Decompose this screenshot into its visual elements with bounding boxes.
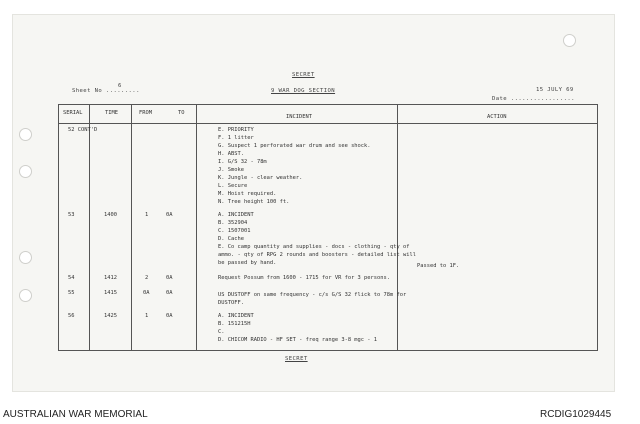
incident-line: B. 352904 xyxy=(218,220,248,226)
date-label: Date ................. xyxy=(492,96,575,102)
row-54-time: 1412 xyxy=(104,275,117,281)
incident-line: H. ABST. xyxy=(218,151,244,157)
table-top-rule xyxy=(58,104,598,105)
table-col-divider xyxy=(397,104,398,350)
row-53-from: 1 xyxy=(145,212,149,218)
table-col-divider xyxy=(89,104,90,350)
incident-line: K. Jungle - clear weather. xyxy=(218,175,303,181)
table-col-divider xyxy=(597,104,598,350)
incident-line: D. CHICOM RADIO - HF SET - freq range 3-8 mgc - 1 xyxy=(218,337,378,343)
incident-line: C. xyxy=(218,329,225,335)
punch-hole-top-right xyxy=(563,34,576,47)
table-col-divider xyxy=(131,104,132,350)
incident-line: E. Co camp quantity and supplies - docs - clothing - qty of xyxy=(218,244,410,250)
row-55-serial: 55 xyxy=(68,290,75,296)
punch-hole-2 xyxy=(19,165,32,178)
row-54-incident: Request Possum from 1600 - 1715 for VR for 3 persons. xyxy=(218,275,391,281)
incident-line: G. Suspect 1 perforated war drum and see shock. xyxy=(218,143,371,149)
column-header-action: ACTION xyxy=(487,114,507,120)
row-55-to: 0A xyxy=(166,290,173,296)
column-header-to: TO xyxy=(178,110,185,116)
incident-line: J. Smoke xyxy=(218,167,244,173)
row-53-action: Passed to 1F. xyxy=(417,263,460,269)
sheet-number: 6 xyxy=(118,83,122,89)
classification-top: SECRET xyxy=(292,72,315,78)
sheet-label: Sheet No ......... xyxy=(72,88,140,94)
incident-line: be passed by hand. xyxy=(218,260,277,266)
row-56-to: 0A xyxy=(166,313,173,319)
classification-bottom: SECRET xyxy=(285,356,308,362)
row-56-from: 1 xyxy=(145,313,149,319)
incident-line: A. INCIDENT xyxy=(218,313,254,319)
incident-line: DUSTOFF. xyxy=(218,300,244,306)
table-col-divider xyxy=(58,104,59,350)
incident-line: L. Secure xyxy=(218,183,248,189)
row-53-to: 0A xyxy=(166,212,173,218)
incident-line: E. PRIORITY xyxy=(218,127,254,133)
column-header-incident: INCIDENT xyxy=(286,114,312,120)
row-56-time: 1425 xyxy=(104,313,117,319)
row-55-time: 1415 xyxy=(104,290,117,296)
incident-line: F. 1 litter xyxy=(218,135,254,141)
archive-reference: RCDIG1029445 xyxy=(540,409,612,420)
punch-hole-4 xyxy=(19,289,32,302)
incident-line: US DUSTOFF on same frequency - c/s G/S 32 flick to 78m for xyxy=(218,292,407,298)
row-56-serial: 56 xyxy=(68,313,75,319)
incident-line: I. G/S 32 - 78m xyxy=(218,159,267,165)
table-header-rule xyxy=(58,123,598,124)
row-53-time: 1400 xyxy=(104,212,117,218)
date-value: 15 JULY 69 xyxy=(536,87,574,93)
incident-line: ammo. - qty of RPG 2 rounds and boosters - detailed list will xyxy=(218,252,416,258)
incident-line: C. 1507001 xyxy=(218,228,251,234)
punch-hole-3 xyxy=(19,251,32,264)
row-54-from: 2 xyxy=(145,275,149,281)
archive-credit: AUSTRALIAN WAR MEMORIAL xyxy=(3,409,148,420)
column-header-time: TIME xyxy=(105,110,118,116)
row-54-serial: 54 xyxy=(68,275,75,281)
punch-hole-1 xyxy=(19,128,32,141)
column-header-from: FROM xyxy=(139,110,152,116)
row-52-serial: 52 CONT'D xyxy=(68,127,98,133)
incident-line: D. Cache xyxy=(218,236,244,242)
row-55-from: 0A xyxy=(143,290,150,296)
table-col-divider xyxy=(196,104,197,350)
incident-line: N. Tree height 100 ft. xyxy=(218,199,290,205)
table-bottom-rule xyxy=(58,350,598,351)
incident-line: A. INCIDENT xyxy=(218,212,254,218)
row-53-serial: 53 xyxy=(68,212,75,218)
incident-line: B. 151215H xyxy=(218,321,251,327)
unit-title: 9 WAR DOG SECTION xyxy=(271,88,336,94)
column-header-serial: SERIAL xyxy=(63,110,83,116)
incident-line: M. Hoist required. xyxy=(218,191,277,197)
row-54-to: 0A xyxy=(166,275,173,281)
document-page xyxy=(12,14,615,392)
